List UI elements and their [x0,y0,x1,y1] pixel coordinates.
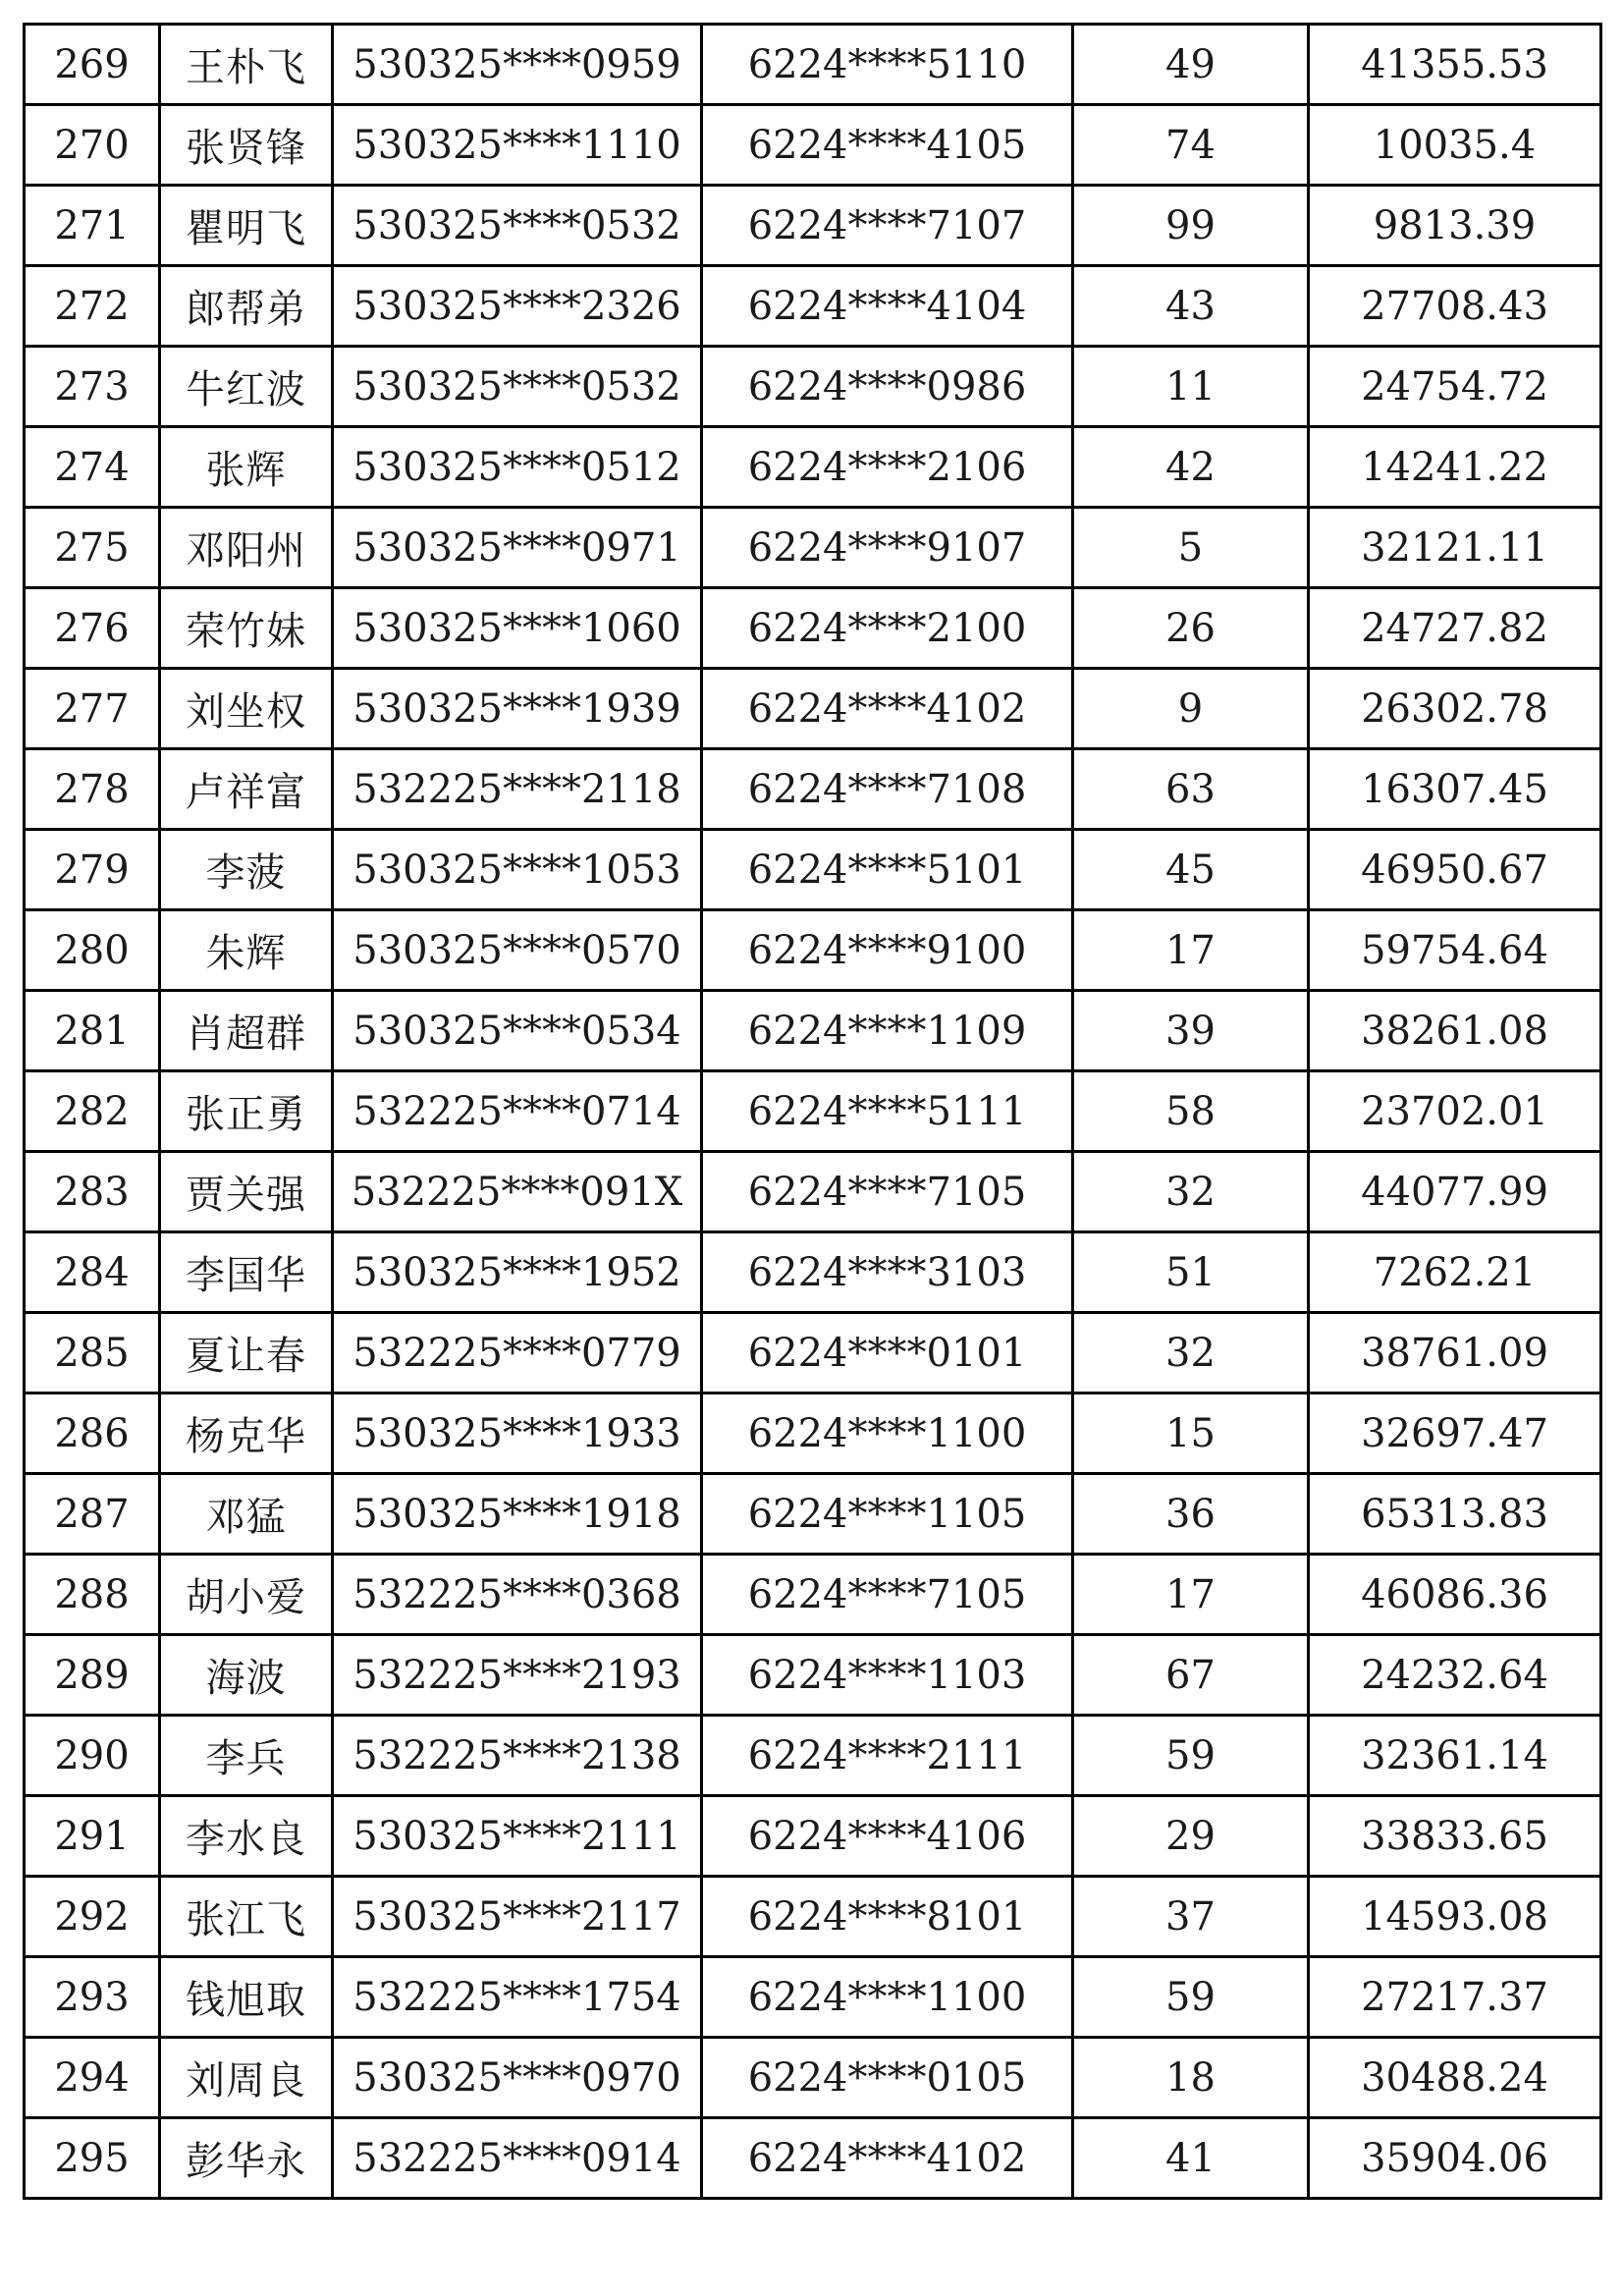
table-row [25,186,1601,266]
roster-table [23,23,1602,2200]
amount-cell: 46086.36 [1309,1555,1601,1635]
name-cell: 李菠 [160,830,333,910]
id-number-cell: 532225****0368 [333,1555,702,1635]
amount-cell: 38261.08 [1309,991,1601,1071]
row-number-cell: 276 [25,588,160,669]
row-number-cell: 282 [25,1071,160,1152]
name-cell: 张江飞 [160,1877,333,1957]
card-number-cell: 6224****1100 [702,1957,1073,2038]
count-cell: 39 [1073,991,1309,1071]
count-cell: 18 [1073,2038,1309,2118]
id-number-cell: 530325****2111 [333,1796,702,1877]
card-number-cell: 6224****4102 [702,2118,1073,2199]
id-number-cell: 530325****0970 [333,2038,702,2118]
count-cell: 51 [1073,1232,1309,1313]
card-number-cell: 6224****1109 [702,991,1073,1071]
card-number-cell: 6224****7107 [702,186,1073,266]
card-number-cell: 6224****2100 [702,588,1073,669]
row-number-cell: 270 [25,105,160,186]
count-cell: 37 [1073,1877,1309,1957]
table-row [25,910,1601,991]
id-number-cell: 530325****0532 [333,347,702,427]
row-number-cell: 285 [25,1313,160,1394]
row-number-cell: 295 [25,2118,160,2199]
row-number-cell: 269 [25,25,160,105]
amount-cell: 38761.09 [1309,1313,1601,1394]
row-number-cell: 271 [25,186,160,266]
id-number-cell: 532225****091X [333,1152,702,1232]
name-cell: 张正勇 [160,1071,333,1152]
count-cell: 5 [1073,508,1309,588]
name-cell: 李兵 [160,1716,333,1796]
count-cell: 17 [1073,910,1309,991]
table-row [25,1635,1601,1716]
name-cell: 李国华 [160,1232,333,1313]
name-cell: 卢祥富 [160,749,333,830]
card-number-cell: 6224****0105 [702,2038,1073,2118]
count-cell: 59 [1073,1957,1309,2038]
table-row [25,588,1601,669]
count-cell: 41 [1073,2118,1309,2199]
count-cell: 45 [1073,830,1309,910]
table-row [25,105,1601,186]
name-cell: 邓阳州 [160,508,333,588]
count-cell: 26 [1073,588,1309,669]
id-number-cell: 532225****2138 [333,1716,702,1796]
card-number-cell: 6224****1100 [702,1394,1073,1474]
row-number-cell: 280 [25,910,160,991]
table-row [25,1071,1601,1152]
id-number-cell: 530325****1933 [333,1394,702,1474]
count-cell: 42 [1073,427,1309,508]
card-number-cell: 6224****8101 [702,1877,1073,1957]
card-number-cell: 6224****0101 [702,1313,1073,1394]
amount-cell: 32697.47 [1309,1394,1601,1474]
table-row [25,25,1601,105]
count-cell: 67 [1073,1635,1309,1716]
table-row [25,508,1601,588]
amount-cell: 23702.01 [1309,1071,1601,1152]
count-cell: 15 [1073,1394,1309,1474]
amount-cell: 14241.22 [1309,427,1601,508]
table-row [25,347,1601,427]
id-number-cell: 530325****0570 [333,910,702,991]
table-row [25,2118,1601,2199]
count-cell: 58 [1073,1071,1309,1152]
row-number-cell: 292 [25,1877,160,1957]
row-number-cell: 277 [25,669,160,749]
id-number-cell: 532225****2193 [333,1635,702,1716]
document-page [23,23,1599,2200]
name-cell: 瞿明飞 [160,186,333,266]
row-number-cell: 294 [25,2038,160,2118]
amount-cell: 27217.37 [1309,1957,1601,2038]
table-row [25,266,1601,347]
name-cell: 荣竹妹 [160,588,333,669]
card-number-cell: 6224****5101 [702,830,1073,910]
amount-cell: 24727.82 [1309,588,1601,669]
row-number-cell: 275 [25,508,160,588]
amount-cell: 10035.4 [1309,105,1601,186]
amount-cell: 14593.08 [1309,1877,1601,1957]
name-cell: 王朴飞 [160,25,333,105]
row-number-cell: 284 [25,1232,160,1313]
name-cell: 牛红波 [160,347,333,427]
table-row [25,1152,1601,1232]
card-number-cell: 6224****1103 [702,1635,1073,1716]
card-number-cell: 6224****5111 [702,1071,1073,1152]
amount-cell: 24754.72 [1309,347,1601,427]
card-number-cell: 6224****3103 [702,1232,1073,1313]
id-number-cell: 530325****2326 [333,266,702,347]
amount-cell: 16307.45 [1309,749,1601,830]
table-row [25,1555,1601,1635]
count-cell: 49 [1073,25,1309,105]
name-cell: 肖超群 [160,991,333,1071]
id-number-cell: 532225****2118 [333,749,702,830]
name-cell: 李水良 [160,1796,333,1877]
table-row [25,749,1601,830]
id-number-cell: 530325****1939 [333,669,702,749]
table-row [25,1394,1601,1474]
name-cell: 刘周良 [160,2038,333,2118]
card-number-cell: 6224****1105 [702,1474,1073,1555]
card-number-cell: 6224****4102 [702,669,1073,749]
id-number-cell: 530325****0959 [333,25,702,105]
id-number-cell: 532225****0914 [333,2118,702,2199]
row-number-cell: 281 [25,991,160,1071]
amount-cell: 27708.43 [1309,266,1601,347]
count-cell: 43 [1073,266,1309,347]
row-number-cell: 293 [25,1957,160,2038]
table-row [25,1877,1601,1957]
count-cell: 32 [1073,1152,1309,1232]
amount-cell: 44077.99 [1309,1152,1601,1232]
count-cell: 17 [1073,1555,1309,1635]
amount-cell: 33833.65 [1309,1796,1601,1877]
amount-cell: 59754.64 [1309,910,1601,991]
id-number-cell: 530325****1952 [333,1232,702,1313]
id-number-cell: 532225****1754 [333,1957,702,2038]
count-cell: 74 [1073,105,1309,186]
card-number-cell: 6224****7105 [702,1555,1073,1635]
amount-cell: 32121.11 [1309,508,1601,588]
id-number-cell: 530325****1110 [333,105,702,186]
count-cell: 11 [1073,347,1309,427]
amount-cell: 26302.78 [1309,669,1601,749]
amount-cell: 30488.24 [1309,2038,1601,2118]
table-row [25,1313,1601,1394]
row-number-cell: 290 [25,1716,160,1796]
count-cell: 32 [1073,1313,1309,1394]
row-number-cell: 288 [25,1555,160,1635]
amount-cell: 46950.67 [1309,830,1601,910]
count-cell: 29 [1073,1796,1309,1877]
id-number-cell: 530325****0534 [333,991,702,1071]
row-number-cell: 287 [25,1474,160,1555]
card-number-cell: 6224****9100 [702,910,1073,991]
card-number-cell: 6224****4105 [702,105,1073,186]
name-cell: 张辉 [160,427,333,508]
name-cell: 朱辉 [160,910,333,991]
row-number-cell: 279 [25,830,160,910]
name-cell: 贾关强 [160,1152,333,1232]
card-number-cell: 6224****9107 [702,508,1073,588]
row-number-cell: 291 [25,1796,160,1877]
table-row [25,1716,1601,1796]
name-cell: 海波 [160,1635,333,1716]
count-cell: 63 [1073,749,1309,830]
count-cell: 36 [1073,1474,1309,1555]
row-number-cell: 286 [25,1394,160,1474]
card-number-cell: 6224****7108 [702,749,1073,830]
table-row [25,669,1601,749]
name-cell: 杨克华 [160,1394,333,1474]
card-number-cell: 6224****4104 [702,266,1073,347]
row-number-cell: 283 [25,1152,160,1232]
card-number-cell: 6224****2106 [702,427,1073,508]
id-number-cell: 532225****0714 [333,1071,702,1152]
id-number-cell: 532225****0779 [333,1313,702,1394]
table-row [25,830,1601,910]
id-number-cell: 530325****0512 [333,427,702,508]
roster-table-body [25,25,1601,2199]
name-cell: 胡小爱 [160,1555,333,1635]
amount-cell: 35904.06 [1309,2118,1601,2199]
id-number-cell: 530325****1053 [333,830,702,910]
count-cell: 99 [1073,186,1309,266]
amount-cell: 24232.64 [1309,1635,1601,1716]
card-number-cell: 6224****7105 [702,1152,1073,1232]
name-cell: 张贤锋 [160,105,333,186]
row-number-cell: 274 [25,427,160,508]
row-number-cell: 278 [25,749,160,830]
table-row [25,2038,1601,2118]
table-row [25,1957,1601,2038]
table-row [25,991,1601,1071]
name-cell: 夏让春 [160,1313,333,1394]
amount-cell: 65313.83 [1309,1474,1601,1555]
count-cell: 9 [1073,669,1309,749]
row-number-cell: 273 [25,347,160,427]
table-row [25,1232,1601,1313]
card-number-cell: 6224****4106 [702,1796,1073,1877]
id-number-cell: 530325****0971 [333,508,702,588]
id-number-cell: 530325****1060 [333,588,702,669]
amount-cell: 7262.21 [1309,1232,1601,1313]
name-cell: 刘坐权 [160,669,333,749]
amount-cell: 41355.53 [1309,25,1601,105]
id-number-cell: 530325****1918 [333,1474,702,1555]
row-number-cell: 289 [25,1635,160,1716]
amount-cell: 32361.14 [1309,1716,1601,1796]
id-number-cell: 530325****0532 [333,186,702,266]
count-cell: 59 [1073,1716,1309,1796]
card-number-cell: 6224****0986 [702,347,1073,427]
card-number-cell: 6224****2111 [702,1716,1073,1796]
name-cell: 钱旭取 [160,1957,333,2038]
amount-cell: 9813.39 [1309,186,1601,266]
card-number-cell: 6224****5110 [702,25,1073,105]
name-cell: 彭华永 [160,2118,333,2199]
id-number-cell: 530325****2117 [333,1877,702,1957]
name-cell: 邓猛 [160,1474,333,1555]
row-number-cell: 272 [25,266,160,347]
table-row [25,427,1601,508]
table-row [25,1796,1601,1877]
table-row [25,1474,1601,1555]
name-cell: 郎帮弟 [160,266,333,347]
